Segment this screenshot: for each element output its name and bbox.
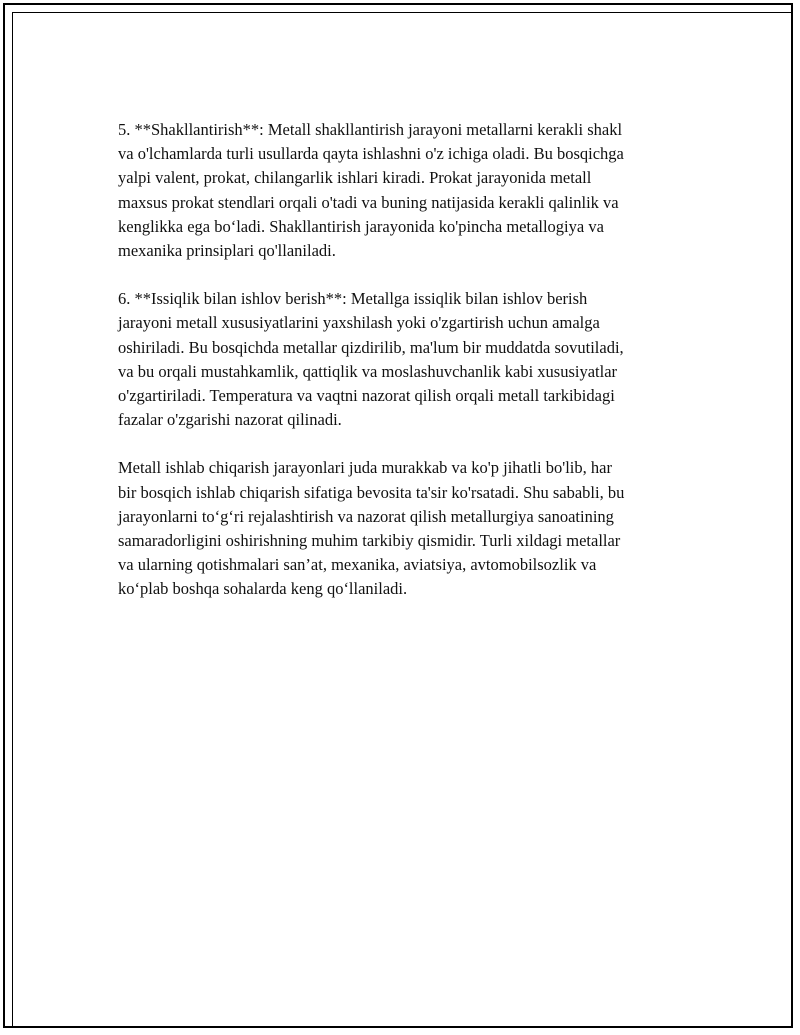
paragraph-conclusion: Metall ishlab chiqarish jarayonlari juda murakkab va ko'p jihatli bo'lib, har bir bosqich ishlab chiqarish sifatiga bevosita ta'sir ko'rsatadi. Shu sababli, bu jarayonlarni to‘g‘ri rejalashtirish va nazorat qilish metallurgiya sanoatining samaradorligini oshirishning muhim tarkibiy qismidir. Turli xildagi metallar va ularning qotishmalari san’at, mexanika, aviatsiya, avtomobilsozlik va ko‘plab boshqa sohalarda keng qo‘llaniladi. (118, 458, 625, 599)
document-body (118, 118, 688, 626)
paragraph-issiqlik-ishlov: 6. **Issiqlik bilan ishlov berish**: Metallga issiqlik bilan ishlov berish jarayoni metall xususiyatlarini yaxshilash yoki o'zgartirish uchun amalga oshiriladi. Bu bosqichda metallar qizdirilib, ma'lum bir muddatda sovutiladi, va bu orqali mustahkamlik, qattiqlik va moslashuvchanlik kabi xususiyatlar o'zgartiriladi. Temperatura va vaqtni nazorat qilish orqali metall tarkibidagi fazalar o'zgarishi nazorat qilinadi. (118, 289, 624, 430)
paragraph-shakllantirish: 5. **Shakllantirish**: Metall shakllantirish jarayoni metallarni kerakli shakl va o'lchamlarda turli usullarda qayta ishlashni o'z ichiga oladi. Bu bosqichga yalpi valent, prokat, chilangarlik ishlari kiradi. Prokat jarayonida metall maxsus prokat stendlari orqali o'tadi va buning natijasida kerakli qalinlik va kenglikka ega bo‘ladi. Shakllantirish jarayonida ko'pincha metallogiya va mexanika prinsiplari qo'llaniladi. (118, 120, 624, 261)
